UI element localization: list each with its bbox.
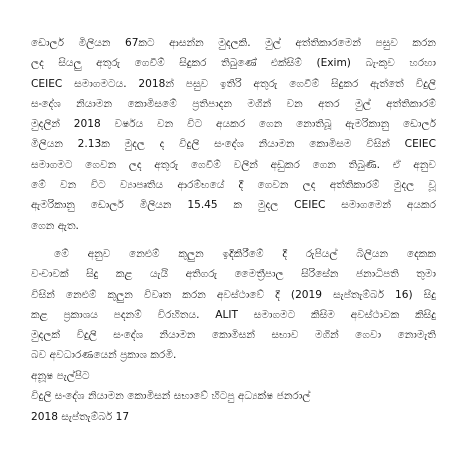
paragraph-2	[31, 244, 436, 366]
paragraph-1-line: ඇමරිකානු ඩොලර් මිලියන 15.45 ක මුදල CEIEC සමාගමෙන් අයකර	[31, 199, 436, 212]
paragraph-1-line: මේ වන විට ව්‍යාපෘතිය ආරම්භයේ දී ගෙවන ලද අත්තිකාරම් මුදල වූ	[31, 179, 436, 192]
paragraph-1	[31, 33, 436, 236]
paragraph-1-line: මිලියන 2.13ක මුදල ද විදුලි සංදේශ නියාමන කොමිසම විසින් CEIEC	[31, 138, 436, 151]
paragraph-2-line: බව අවධාරණයෙන් ප්‍රකාශ කරමි.	[31, 349, 177, 362]
signature-title: විදුලි සංදේශ නියාමන කොමිසන් සභාවේ හිටපු අධ්‍යක්ෂ ජනරාල්	[31, 390, 311, 403]
paragraph-2-line: විසින් නෙළුම් කුලුන විවෘත කරන අවස්ථාවේ දී (2019 සැප්තැම්බර් 16) සිදු	[31, 288, 436, 301]
signature-name: අනූෂ පැල්පිට	[31, 370, 90, 382]
paragraph-2-line: කළ ප්‍රකාශය පදනම් විරහිතය. ALIT සමාගමට කිසිම අවස්ථාවක කිසිදු	[31, 308, 436, 321]
paragraph-1-line: ලද සියලු අතුරු ගෙවීම් සිදුකර තිබුණේ එක්සිම් (Exim) බැංකුව හරහා	[31, 57, 436, 70]
paragraph-2-line: මුදලක් විදුලි සංදේශ නියාමන කොමිසන් සභාව මගින් ගෙවා නොමැති	[31, 329, 436, 342]
paragraph-1-line: CEIEC සමාගමටය. 2018න් පසුව ඉතිරි අතුරු ගෙවීම් සිදුකර ඇත්තේ විදුලි	[31, 77, 436, 90]
signature-block	[31, 366, 436, 427]
paragraph-1-line: මුදලින් 2018 වර්ෂය වන විට අයකර ගෙන නොතිබූ ඇමරිකානු ඩොලර්	[31, 118, 436, 131]
signature-date: 2018 සැප්තැම්බර් 17	[31, 410, 130, 423]
paragraph-1-line: සමාගමට ගෙවන ලද අතුරු ගෙවීම් වලින් අඩුකර ගෙන තිබුණි. ඒ අනුව	[31, 158, 436, 171]
paragraph-1-line: සංදේශ නියාමන කොමිසමේ ප්‍රතිපාදන මගින් වන අතර මුල් අත්තිකාරම්	[31, 97, 436, 110]
paragraph-2-line: මේ අනුව නෙළුම් කුලුන ඉදිකිරීමේ දී රුපියල් බිලියන දෙකක	[54, 248, 436, 260]
paragraph-1-line: ඩොලර් මිලියන 67කට ආසන්න මුදලකි. මුල් අත්තිකාරමෙන් පසුව කරන	[31, 37, 436, 49]
paragraph-2-line: වංචාවක් සිදු කළ යැයි අතිගරු මෛත්‍රීපාල සිරිසේන ජනාධිපති තුමා	[31, 268, 436, 281]
paragraph-1-line: ගෙන ඇත.	[31, 219, 79, 232]
